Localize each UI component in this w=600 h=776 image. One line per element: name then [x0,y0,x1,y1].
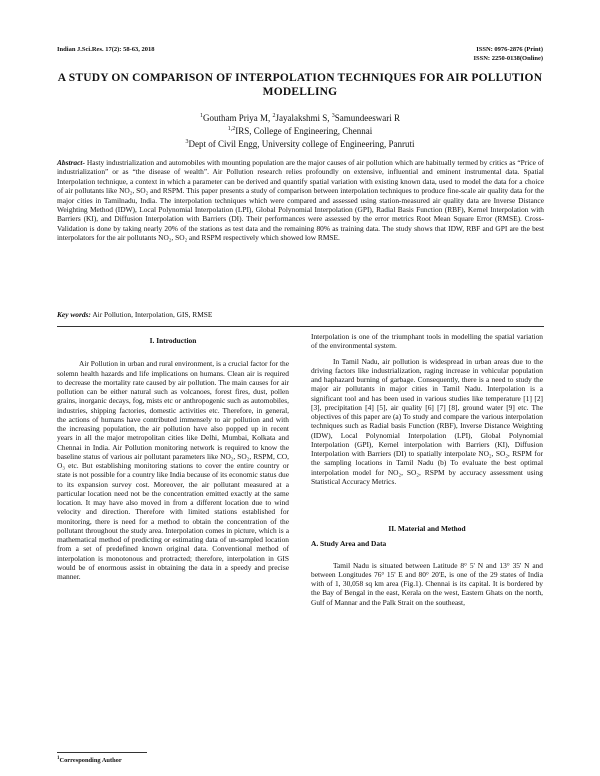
author-block [40,111,560,150]
title-line-2: MODELLING [262,86,338,98]
title-line-1: A STUDY ON COMPARISON OF INTERPOLATION TECHNIQUES FOR AIR POLLUTION [57,72,543,84]
keywords-text: Air Pollution, Interpolation, GIS, RMSE [90,310,213,319]
author-names: $^1$Goutham Priya M, $^2$Jayalakshmi S, $^3$Samundeeswari R [200,113,400,123]
intro-paragraph-2: Interpolation is one of the triumphant tools in modelling the spatial variation of the environmental system. [311,332,543,351]
issn-online: ISSN: 2250-0138(Online) [473,55,543,62]
issn-print: ISSN: 0976-2876 (Print) [476,46,543,53]
study-area-subheading: A. Study Area and Data [311,539,387,549]
introduction-heading: I. Introduction [149,336,197,345]
keywords-label: Key words: [57,310,91,319]
author-1: Goutham Priya M, [203,113,273,123]
left-column [57,336,289,587]
footnote-rule [57,752,147,753]
right-column [311,332,543,613]
paper-title [40,71,560,99]
affiliation-2: $^3$Dept of Civil Engg, University college of Engineering, Panruti [185,139,415,149]
keywords [57,310,212,319]
material-method-heading: II. Material and Method [388,524,466,533]
footnote: $^1$Corresponding Author [57,756,122,765]
abstract-text: Hasty industrialization and automobiles with mounting population are the major causes of air pollution which are habitually termed by critics as “Price of industrialization” or as “the disease of wealth”. Air Pollution research relies profoundly on extensive, influential and eminent instrumental data. Spatial Interpolation technique, a context in which a parameter can be derived and quantify spatial variation with existing known data, used to model the data for a choice of air pollutants like NO₂, SO₂ and RSPM. This paper presents a study of comparison between interpolation techniques to produce fine-scale air quality data for the major cities in Tamilnadu, India. The interpolation techniques which were compared and assessed using station-measured air quality data are Inverse Distance Weighting Method (IDW), Local Polynomial Interpolation (LPI), Global Polynomial Interpolation (GPI), Radial Basis Function (RBF), Kernel Interpolation with Barriers (KI), and Diffusion Interpolation with Barriers (DI). Their performances were assessed by the error metrics Root Mean Square Error (RMSE). Cross-Validation is done by taking nearly 20% of the stations as test data and the remaining 80% as training data. The study shows that IDW, RBF and GPI are the best interpolators for the air pollutants NO₂, SO₂ and RSPM respectively which showed low RMSE. [57,158,544,243]
abstract-label: Abstract- [57,158,85,167]
journal-citation: Indian J.Sci.Res. 17(2): 58-63, 2018 [57,46,155,53]
author-2: Jayalakshmi S, [275,113,332,123]
affiliation-1: $^{1,2}$IRS, College of Engineering, Chennai [227,126,373,136]
study-area-paragraph: Tamil Nadu is situated between Latitude 8° 5' N and 13° 35' N and between Longitudes 76° 15' E and 80° 20'E, is one of the 29 states of India with of 1, 30,058 sq km area (Fig.1). Chennai is its capital. It is bordered by the Bay of Bengal in the east, Kerala on the west, Eastern Ghats on the north, Gulf of Mannar and the Palk Strait on the southeast, [311,560,543,607]
intro-paragraph-1: Air Pollution in urban and rural environment, is a crucial factor for the solemn health hazards and life implications on humans. Clean air is required to decrease the mortality rate caused by air pollution. The main causes for air pollution can be either natural such as volcanoes, forest fires, dust, pollen grains, inorganic decays, fog, mists etc or anthropogenic such as automobiles, industries, shipping factories, domestic activities etc. Therefore, in general, the actions of humans have contributed immensely to air pollution and with the increasing population, the air pollution have also popped up in recent years in all the major metropolitan cities like Delhi, Mumbai, Kolkata and Chennai in India. Air Pollution monitoring network is required to know the baseline status of various air pollutant parameters like NO₂, SO₂, RSPM, CO, O₃ etc. But establishing monitoring stations to cover the entire country or state is not possible for a country like India because of its economic status due to its expansion survey cost. Moreover, the air pollutant measured at a particular location need not be the concentration emitted exactly at the same location. It may have also moved in from a different location due to wind velocity and direction. Therefore with limited stations established for monitoring, there is need for a method to obtain the concentration of the pollutant throughout the study area. Interpolation comes in picture, which is a mathematical method of predicting or estimating data of un-sampled location from a set of predefined known original data. Conventional method of interpolation is monotonous and protracted; therefore, interpolation in GIS would be of enormous assist in obtaining the data in a speedy and precise manner. [57,359,289,581]
intro-paragraph-3: In Tamil Nadu, air pollution is widespread in urban areas due to the driving factors like industrialization, raging increase in vehicular population and haphazard burning of garbage. Consequently, there is a need to study the major air pollutants in major cities in Tamil Nadu. Interpolation is a significant tool and has been used in various studies like temperature [1] [2] [3], precipitation [4] [5], air quality [6] [7] [8], ground water [9] etc. The objectives of this paper are (a) To study and compare the various interpolation techniques such as Radial basis Function (RBF), Inverse Distance Weighting (IDW), Local Polynomial Interpolation (LPI), Global Polynomial Interpolation (GPI), Kernel interpolation with Barriers (KI), Diffusion Interpolation with Barriers (DI) to spatially interpolate NO₂, SO₂, RSPM for the sampling locations in Tamil Nadu (b) To evaluate the best optimal interpolation model for NO₂, SO₂, RSPM by accuracy assessment using Statistical Accuracy Metrics. [311,356,543,486]
section-divider [57,326,544,327]
abstract [57,158,544,243]
author-3: Samundeeswari R [334,113,400,123]
